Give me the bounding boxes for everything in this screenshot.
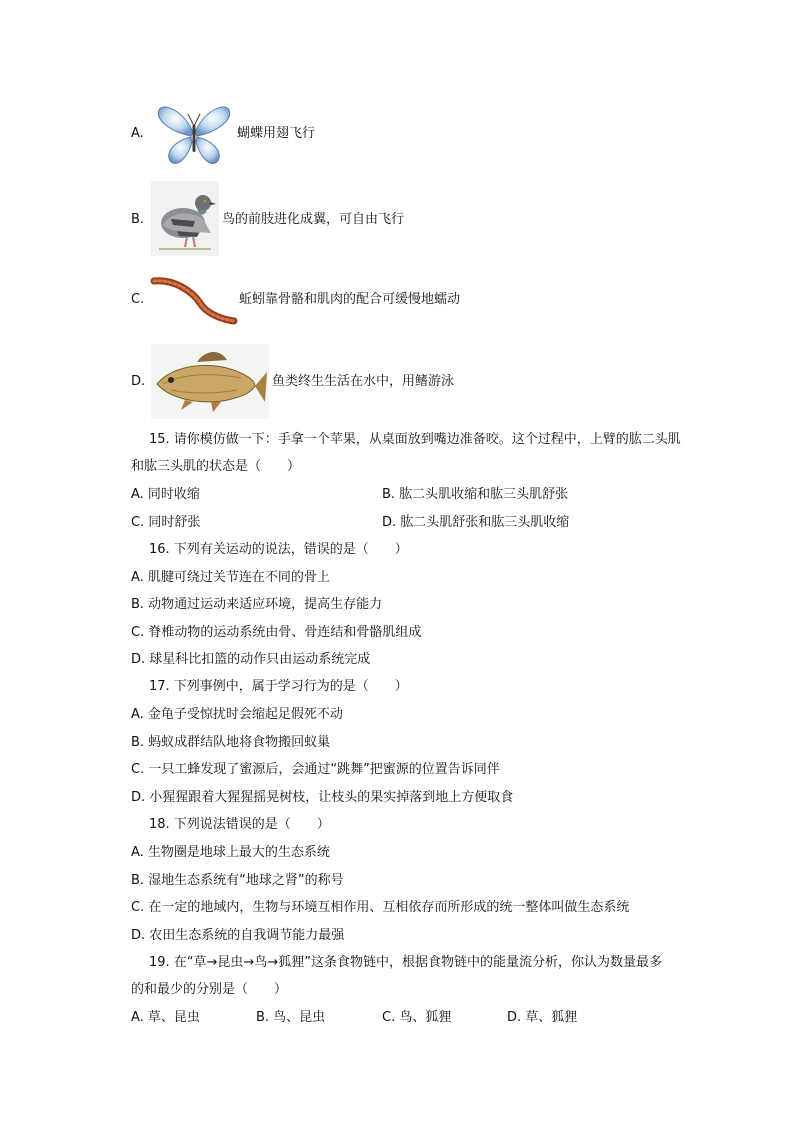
option-d[interactable]: D. 球星科比扣篮的动作只由运动系统完成 [131,652,371,667]
option-letter: C. [131,292,145,307]
option-b[interactable]: B. 鸟、昆虫 [256,1010,326,1025]
option-c[interactable]: C. 脊椎动物的运动系统由骨、骨连结和骨骼肌组成 [131,625,422,640]
earthworm-icon [150,275,238,327]
option-a[interactable]: A. 同时收缩 [131,487,200,502]
option-caption: 蚯蚓靠骨骼和肌肉的配合可缓慢地蠕动 [239,292,461,307]
option-c[interactable]: C. 在一定的地域内，生物与环境互相作用、互相依存而所形成的统一整体叫做生态系统 [131,900,630,915]
option-d[interactable]: D. 草、狐狸 [507,1010,578,1025]
option-d[interactable]: D. 农田生态系统的自我调节能力最强 [131,928,345,943]
option-b[interactable]: B. 动物通过运动来适应环境，提高生存能力 [131,597,383,612]
option-b[interactable]: B. 肱二头肌收缩和肱三头肌舒张 [382,487,569,502]
option-a[interactable]: A. 生物圈是地球上最大的生态系统 [131,845,330,860]
option-a[interactable]: A. 金龟子受惊扰时会缩起足假死不动 [131,707,343,722]
question-stem: 15. 请你模仿做一下：手拿一个苹果，从桌面放到嘴边准备咬。这个过程中，上臂的肱二头肌 [149,432,681,447]
option-a[interactable]: A. 肌腱可绕过关节连在不同的骨上 [131,570,330,585]
option-c[interactable]: C. 一只工蜂发现了蜜源后，会通过“跳舞”把蜜源的位置告诉同伴 [131,762,500,777]
option-c[interactable]: C. 鸟、狐狸 [382,1010,452,1025]
option-b[interactable]: B. 湿地生态系统有“地球之肾”的称号 [131,873,344,888]
question-stem: 18. 下列说法错误的是（ ） [149,817,330,832]
question-stem: 16. 下列有关运动的说法，错误的是（ ） [149,542,408,557]
option-caption: 鸟的前肢进化成翼，可自由飞行 [222,212,405,227]
option-a[interactable]: A. 草、昆虫 [131,1010,200,1025]
option-caption: 鱼类终生生活在水中，用鳍游泳 [272,374,455,389]
option-d[interactable]: D. 小猩猩跟着大猩猩摇晃树枝，让枝头的果实掉落到地上方便取食 [131,790,514,805]
question-stem-cont: 和肱三头肌的状态是（ ） [131,459,301,474]
question-stem: 19. 在“草→昆虫→鸟→狐狸”这条食物链中，根据食物链中的能量流分析，你认为数量最多 [149,955,662,970]
option-letter: A. [131,126,144,141]
option-c[interactable]: C. 同时舒张 [131,515,201,530]
option-b[interactable]: B. 蚂蚁成群结队地将食物搬回蚁巢 [131,735,331,750]
pigeon-icon [151,181,219,256]
option-letter: B. [131,212,145,227]
option-caption: 蝴蝶用翅飞行 [237,126,316,141]
option-letter: D. [131,374,146,389]
butterfly-icon [155,102,233,168]
question-stem: 17. 下列事例中，属于学习行为的是（ ） [149,679,408,694]
option-d[interactable]: D. 肱二头肌舒张和肱三头肌收缩 [382,515,570,530]
question-stem-cont: 的和最少的分别是（ ） [131,982,288,997]
fish-icon [151,344,269,419]
